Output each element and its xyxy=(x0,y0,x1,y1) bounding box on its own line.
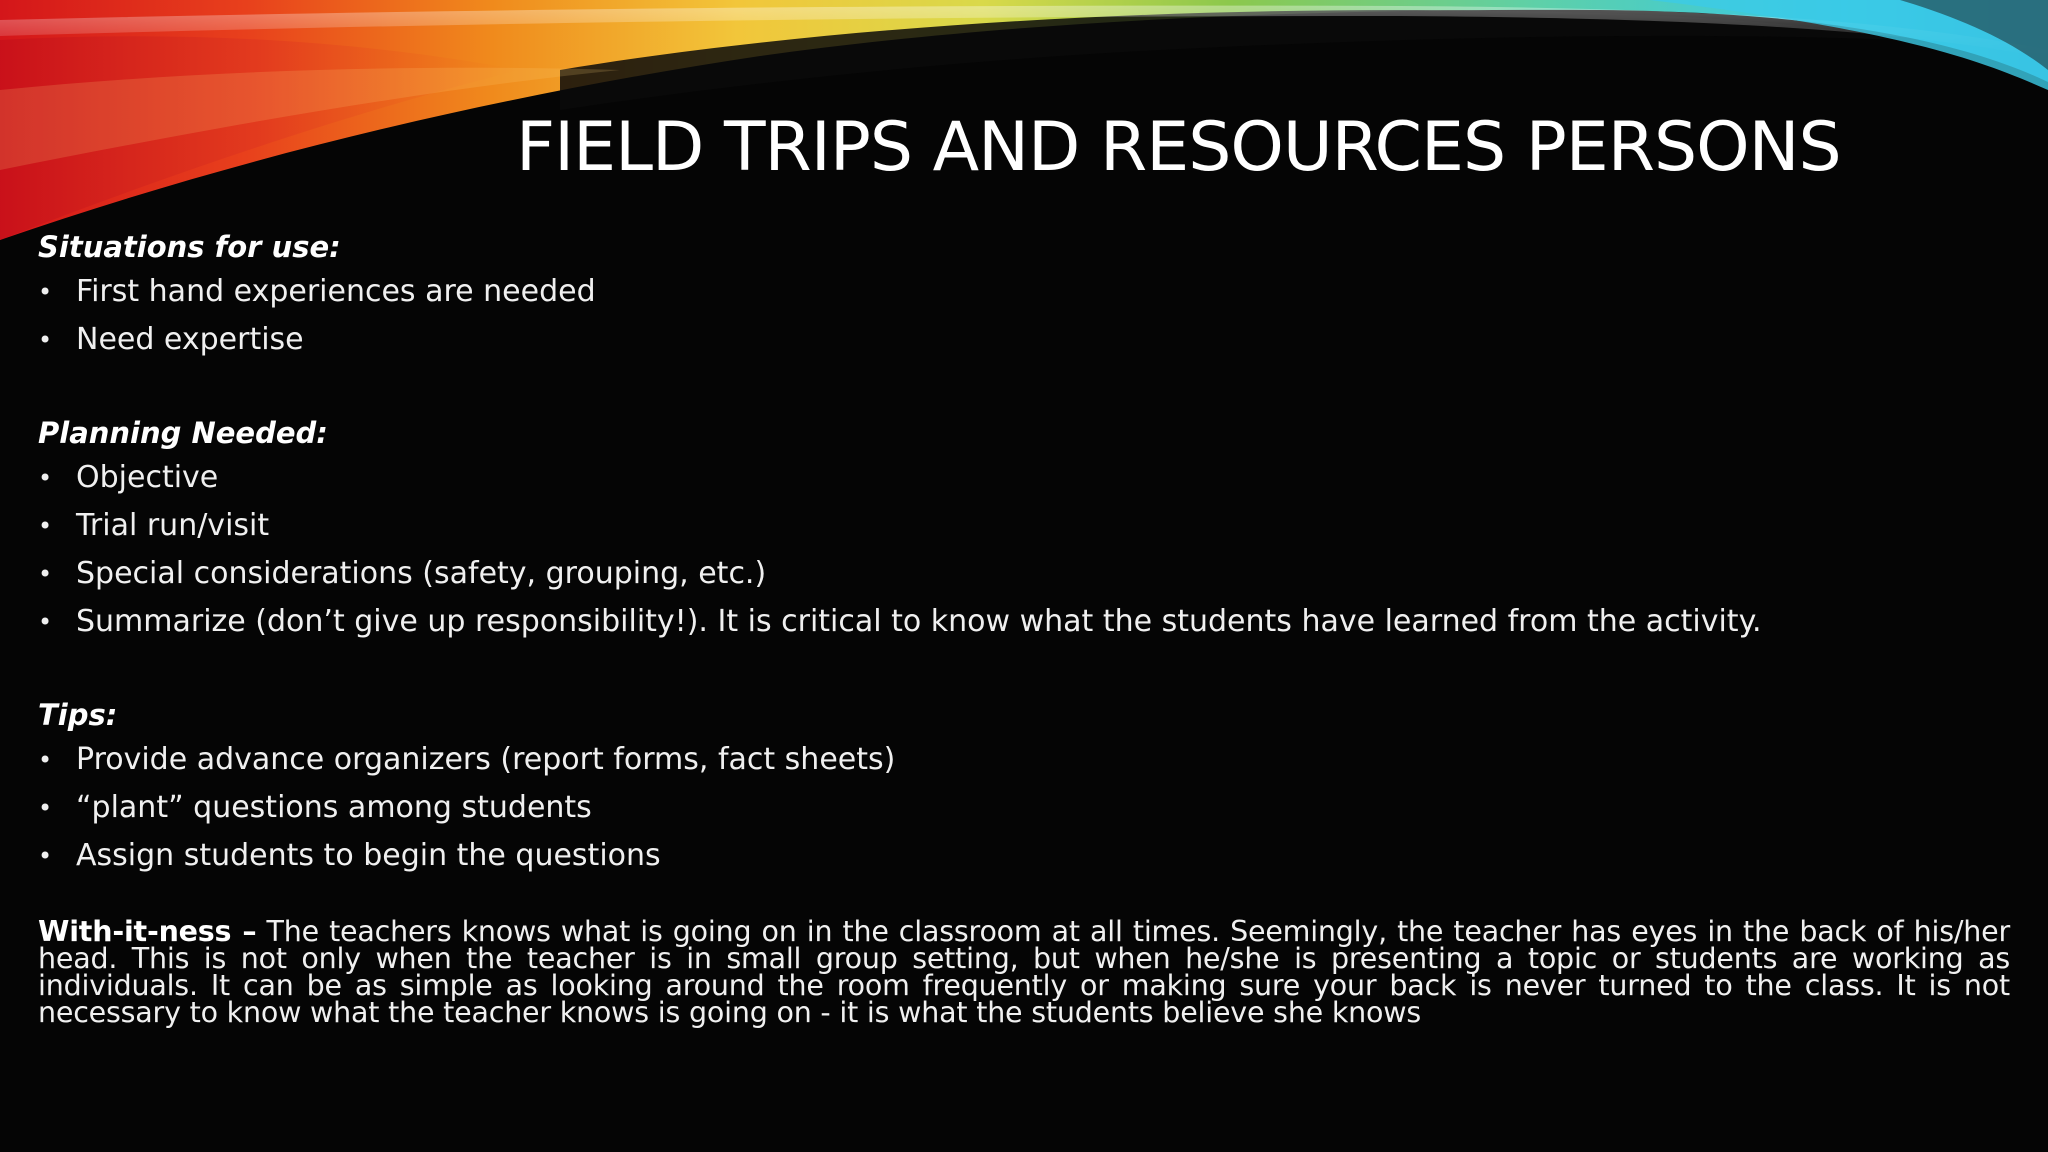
bullet-icon: • xyxy=(38,842,53,870)
bullet-icon: • xyxy=(38,746,53,774)
list-item xyxy=(38,598,2010,646)
spacer xyxy=(38,364,2010,412)
section-situations-for-use xyxy=(38,226,2010,364)
bullet-icon: • xyxy=(38,278,53,306)
bullet-icon: • xyxy=(38,512,53,540)
section-heading: Planning Needed: xyxy=(38,416,328,450)
list-item xyxy=(38,784,2010,832)
section-tips xyxy=(38,694,2010,880)
list-item xyxy=(38,316,2010,364)
list-item-text: Need expertise xyxy=(76,322,304,357)
slide-body xyxy=(38,226,2010,1055)
list-item-text: Objective xyxy=(76,460,219,495)
bullet-icon: • xyxy=(38,464,53,492)
with-it-ness-paragraph xyxy=(38,915,2010,1029)
with-it-ness-term: With-it-ness – xyxy=(38,915,257,948)
section-heading: Situations for use: xyxy=(38,230,341,264)
slide-title: FIELD TRIPS AND RESOURCES PERSONS xyxy=(516,108,1841,187)
list-item xyxy=(38,736,2010,784)
list-item-text: Provide advance organizers (report forms, fact sheets) xyxy=(76,742,896,777)
list-item-text: Special considerations (safety, grouping, etc.) xyxy=(76,556,767,591)
bullet-icon: • xyxy=(38,326,53,354)
list-item-text: “plant” questions among students xyxy=(76,790,592,825)
section-heading: Tips: xyxy=(38,698,118,732)
bullet-icon: • xyxy=(38,608,53,636)
bullet-list xyxy=(38,736,2010,880)
list-item xyxy=(38,832,2010,880)
with-it-ness-definition: The teachers knows what is going on in the classroom at all times. Seemingly, the teacher has eyes in the back of his/her head. This is not only when the teacher is in small group setting, but when he/she is presenting a topic or students are working as individuals. It can be as simple as looking around the room frequently or making sure your back is never turned to the class. It is not necessary to know what the teacher knows is going on - it is what the students believe she knows xyxy=(38,915,2010,1029)
section-planning-needed xyxy=(38,412,2010,646)
list-item xyxy=(38,268,2010,316)
list-item xyxy=(38,550,2010,598)
list-item xyxy=(38,502,2010,550)
list-item-text: Assign students to begin the questions xyxy=(76,838,661,873)
bullet-list xyxy=(38,454,2010,646)
list-item-text: Trial run/visit xyxy=(76,508,270,543)
list-item xyxy=(38,454,2010,502)
bullet-list xyxy=(38,268,2010,364)
list-item-text: Summarize (don’t give up responsibility!). It is critical to know what the students have learned from the activity. xyxy=(76,604,1762,639)
list-item-text: First hand experiences are needed xyxy=(76,274,596,309)
bullet-icon: • xyxy=(38,560,53,588)
spacer xyxy=(38,646,2010,694)
bullet-icon: • xyxy=(38,794,53,822)
